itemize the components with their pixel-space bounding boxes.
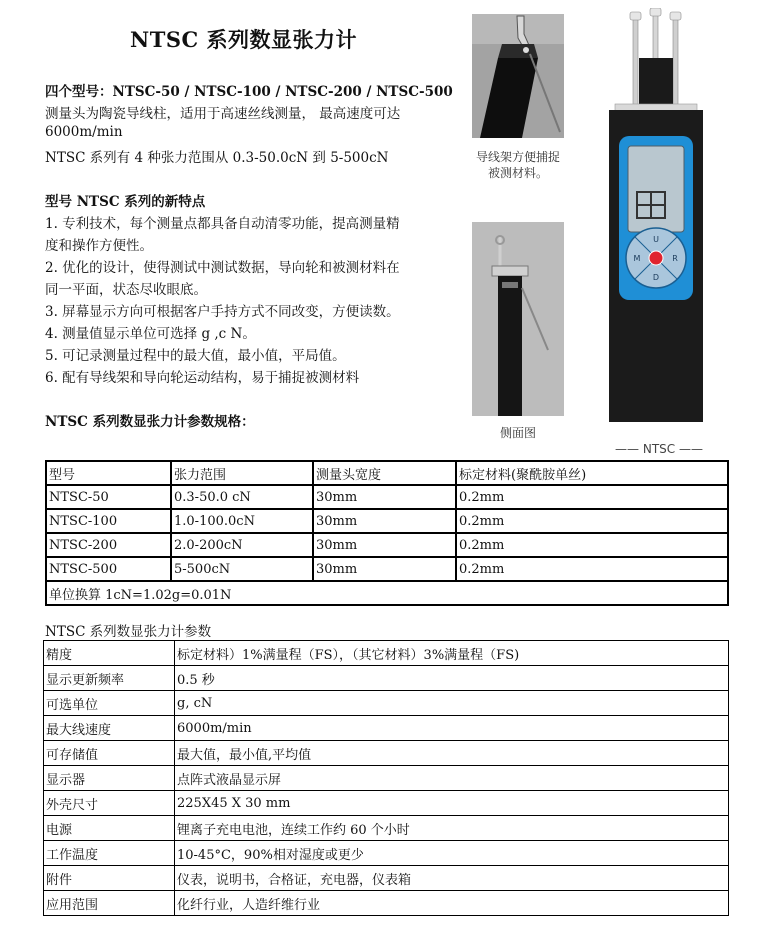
feature-line: 2. 优化的设计，使得测试中测试数据，导向轮和被测材料在 — [45, 260, 400, 276]
wire-guide-caption-2: 被测材料。 — [487, 166, 548, 180]
param-label: 附件 — [44, 866, 175, 891]
table-footer-row — [46, 581, 728, 605]
feature-line: 度和操作方便性。 — [45, 238, 153, 254]
param-value: 锂离子充电电池，连续工作约 60 个小时 — [175, 816, 729, 841]
table-row — [44, 691, 729, 716]
wire-guide-photo — [472, 14, 564, 138]
table-row — [44, 766, 729, 791]
param-value: 点阵式液晶显示屏 — [175, 766, 729, 791]
side-view-photo — [472, 222, 564, 416]
param-label: 外壳尺寸 — [44, 791, 175, 816]
param-table — [43, 640, 729, 916]
table-cell: 5-500cN — [171, 557, 313, 581]
table-header-row — [46, 461, 728, 485]
param-label: 精度 — [44, 641, 175, 666]
device-label: —— NTSC —— — [615, 442, 703, 456]
param-value: 最大值，最小值,平均值 — [175, 741, 729, 766]
table-cell: 30mm — [313, 557, 456, 581]
table-cell: 0.3-50.0 cN — [171, 485, 313, 509]
device-image — [603, 8, 713, 426]
feature-line: 6. 配有导线架和导向轮运动结构，易于捕捉被测材料 — [45, 370, 360, 386]
feature-line: 4. 测量值显示单位可选择 g ,c N。 — [45, 326, 256, 342]
param-label: 最大线速度 — [44, 716, 175, 741]
param-label: 显示器 — [44, 766, 175, 791]
table-row — [46, 557, 728, 581]
header-cell: 测量头宽度 — [313, 461, 456, 485]
header-cell: 张力范围 — [171, 461, 313, 485]
param-label: 工作温度 — [44, 841, 175, 866]
param-value: 0.5 秒 — [175, 666, 729, 691]
table-cell: 0.2mm — [456, 533, 728, 557]
param-label: 显示更新频率 — [44, 666, 175, 691]
table-row — [46, 533, 728, 557]
param-value: 6000m/min — [175, 716, 729, 741]
table-cell: NTSC-200 — [46, 533, 171, 557]
table-cell: 2.0-200cN — [171, 533, 313, 557]
feature-line: 3. 屏幕显示方向可根据客户手持方式不同改变，方便读数。 — [45, 304, 400, 320]
button-r-label: R — [672, 254, 678, 263]
param-heading: NTSC 系列数显张力计参数 — [45, 624, 212, 640]
param-label: 电源 — [44, 816, 175, 841]
table-cell: 30mm — [313, 533, 456, 557]
wire-guide-caption-1: 导线架方便捕捉 — [475, 150, 560, 164]
param-label: 应用范围 — [44, 891, 175, 916]
spec-table — [45, 460, 729, 606]
button-up-label: U — [653, 235, 659, 244]
param-value: 标定材料）1%满量程（FS），（其它材料）3%满量程（FS) — [175, 641, 729, 666]
table-row — [44, 791, 729, 816]
intro-line-1: 测量头为陶瓷导线柱，适用于高速丝线测量， 最高速度可达 — [45, 106, 401, 122]
param-label: 可选单位 — [44, 691, 175, 716]
side-view-illustration — [472, 222, 564, 416]
models-line: 四个型号：NTSC-50 / NTSC-100 / NTSC-200 / NTSC-500 — [45, 84, 453, 100]
param-value: 仪表，说明书，合格证，充电器，仪表箱 — [175, 866, 729, 891]
table-cell: 0.2mm — [456, 557, 728, 581]
param-value: 化纤行业，人造纤维行业 — [175, 891, 729, 916]
intro-line-3: NTSC 系列有 4 种张力范围从 0.3-50.0cN 到 5-500cN — [45, 150, 389, 166]
table-row — [46, 485, 728, 509]
param-value: 10-45°C，90%相对湿度或更少 — [175, 841, 729, 866]
table-row — [44, 716, 729, 741]
table-row — [44, 666, 729, 691]
table-row — [44, 641, 729, 666]
table-cell: NTSC-50 — [46, 485, 171, 509]
table-cell: 1.0-100.0cN — [171, 509, 313, 533]
button-down-label: D — [652, 273, 660, 282]
param-value: g, cN — [175, 691, 729, 716]
table-cell: 0.2mm — [456, 509, 728, 533]
unit-conversion: 单位换算 1cN=1.02g=0.01N — [46, 581, 728, 605]
table-row — [44, 741, 729, 766]
spec-heading: NTSC 系列数显张力计参数规格： — [45, 414, 255, 430]
header-cell: 标定材料(聚酰胺单丝) — [456, 461, 728, 485]
table-cell: 30mm — [313, 509, 456, 533]
tension-meter-illustration — [603, 8, 713, 426]
intro-line-2: 6000m/min — [45, 124, 123, 140]
table-cell: 30mm — [313, 485, 456, 509]
table-row — [46, 509, 728, 533]
table-cell: 0.2mm — [456, 485, 728, 509]
header-cell: 型号 — [46, 461, 171, 485]
features-heading: 型号 NTSC 系列的新特点 — [45, 194, 206, 210]
table-row — [44, 841, 729, 866]
param-label: 可存储值 — [44, 741, 175, 766]
feature-line: 5. 可记录测量过程中的最大值，最小值，平局值。 — [45, 348, 346, 364]
table-row — [44, 891, 729, 916]
feature-line: 同一平面，状态尽收眼底。 — [45, 282, 207, 298]
wire-guide-illustration — [472, 14, 564, 138]
table-row — [44, 816, 729, 841]
page-title: NTSC 系列数显张力计 — [130, 27, 358, 52]
table-row — [44, 866, 729, 891]
table-cell: NTSC-500 — [46, 557, 171, 581]
table-cell: NTSC-100 — [46, 509, 171, 533]
feature-line: 1. 专利技术，每个测量点都具备自动清零功能，提高测量精 — [45, 216, 400, 232]
button-m-label: M — [633, 254, 641, 263]
side-view-caption: 侧面图 — [499, 426, 536, 440]
param-value: 225X45 X 30 mm — [175, 791, 729, 816]
